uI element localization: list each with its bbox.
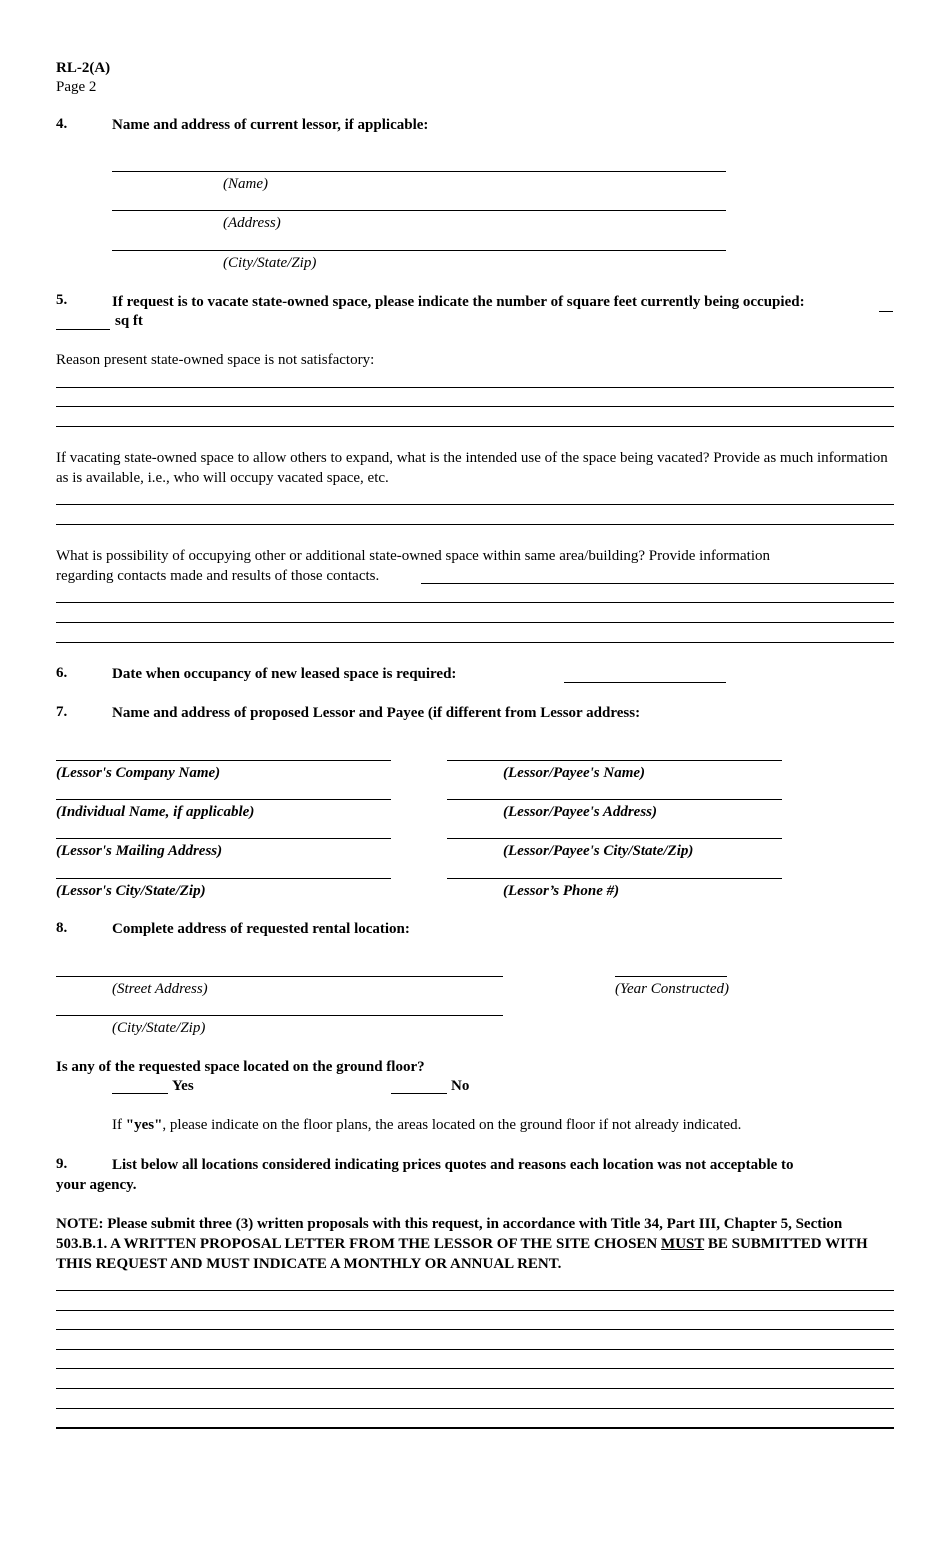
q8-no-label: No <box>451 1078 470 1094</box>
q5-number: 5. <box>56 292 68 308</box>
q7-left-caption: (Lessor's City/State/Zip) <box>56 883 206 899</box>
q8-street-field[interactable] <box>56 976 503 977</box>
q7-lessor-company-field[interactable] <box>56 760 391 761</box>
q8-year-caption: (Year Constructed) <box>615 981 730 997</box>
q9-note-part1: NOTE: Please submit three (3) written proposals with this request, in accordance with Title 34, Part III, Chapter 5, Section 503.B.1. A WRITTEN PROPOSAL LETTER FROM THE LESSOR OF THE SITE CHOSEN <box>56 1216 843 1252</box>
q8-label: Complete address of requested rental location: <box>112 921 410 937</box>
q4-name-caption: (Name) <box>223 176 268 192</box>
q9-entry-line[interactable] <box>56 1290 894 1291</box>
q6-number: 6. <box>56 665 68 681</box>
q8-street-caption: (Street Address) <box>112 981 208 997</box>
q6-date-field[interactable] <box>564 682 726 683</box>
q4-number: 4. <box>56 116 68 132</box>
q7-payee-name-field[interactable] <box>447 760 782 761</box>
q8-if-prefix: If <box>112 1117 126 1133</box>
q5-possibility-line[interactable] <box>421 583 894 584</box>
q4-citystatezip-field[interactable] <box>112 250 726 251</box>
q4-address-caption: (Address) <box>223 215 281 231</box>
q8-if-yes-instruction <box>112 1115 741 1135</box>
q6-label: Date when occupancy of new leased space is required: <box>112 666 457 682</box>
q7-mailing-address-field[interactable] <box>56 838 391 839</box>
q8-if-yes: "yes" <box>125 1117 163 1133</box>
q5-sqft-field[interactable] <box>56 329 110 330</box>
q7-right-caption: (Lessor/Payee's City/State/Zip) <box>503 843 694 859</box>
q5-possibility-line[interactable] <box>56 602 894 603</box>
q5-reason-label: Reason present state-owned space is not satisfactory: <box>56 352 375 368</box>
q7-individual-name-field[interactable] <box>56 799 391 800</box>
q9-entry-line[interactable] <box>56 1408 894 1409</box>
q8-citystatezip-field[interactable] <box>56 1015 503 1016</box>
q8-yes-field[interactable] <box>112 1093 168 1094</box>
q9-entry-line[interactable] <box>56 1329 894 1330</box>
q8-ground-floor-question: Is any of the requested space located on the ground floor? <box>56 1059 425 1075</box>
q7-payee-citystatezip-field[interactable] <box>447 838 782 839</box>
q7-left-caption: (Individual Name, if applicable) <box>56 804 255 820</box>
page-number: Page 2 <box>56 79 97 95</box>
q9-entry-line[interactable] <box>56 1349 894 1350</box>
q5-possibility-label-line2: regarding contacts made and results of those contacts. <box>56 568 380 584</box>
q7-payee-address-field[interactable] <box>447 799 782 800</box>
q7-citystatezip-field[interactable] <box>56 878 391 879</box>
q8-no-field[interactable] <box>391 1093 447 1094</box>
q7-left-caption: (Lessor's Company Name) <box>56 765 221 781</box>
q5-reason-line[interactable] <box>56 387 894 388</box>
q5-possibility-label-line1: What is possibility of occupying other or additional state-owned space within same area/building? Provide information <box>56 548 770 564</box>
q4-citystatezip-caption: (City/State/Zip) <box>223 255 317 271</box>
q4-name-field[interactable] <box>112 171 726 172</box>
q7-right-caption: (Lessor/Payee's Name) <box>503 765 646 781</box>
q5-vacate-line[interactable] <box>56 524 894 525</box>
q7-label: Name and address of proposed Lessor and Payee (if different from Lessor address: <box>112 705 641 721</box>
q5-label: If request is to vacate state-owned space, please indicate the number of square feet currently being occupied: <box>112 294 805 310</box>
q9-entry-line[interactable] <box>56 1368 894 1369</box>
q9-note-part2: BE SUBMITTED WITH THIS REQUEST AND MUST INDICATE A MONTHLY OR ANNUAL RENT. <box>56 1236 868 1272</box>
q8-if-rest: , please indicate on the floor plans, the areas located on the ground floor if not already indicated. <box>162 1117 742 1133</box>
q9-number: 9. <box>56 1156 68 1172</box>
q4-label: Name and address of current lessor, if applicable: <box>112 117 429 133</box>
q8-citystatezip-caption: (City/State/Zip) <box>112 1020 206 1036</box>
q7-phone-field[interactable] <box>447 878 782 879</box>
q5-vacate-line[interactable] <box>56 504 894 505</box>
form-id: RL-2(A) <box>56 60 111 76</box>
q5-unit: sq ft <box>115 313 143 329</box>
q7-number: 7. <box>56 704 68 720</box>
q9-note-must: MUST <box>661 1236 705 1252</box>
q9-label-line1: List below all locations considered indicating prices quotes and reasons each location was not acceptable to <box>112 1157 794 1173</box>
q8-yes-label: Yes <box>172 1078 194 1094</box>
q5-reason-line[interactable] <box>56 426 894 427</box>
q8-number: 8. <box>56 920 68 936</box>
q9-bottom-rule <box>56 1427 894 1429</box>
q5-possibility-line[interactable] <box>56 642 894 643</box>
q9-entry-line[interactable] <box>56 1310 894 1311</box>
q5-reason-line[interactable] <box>56 406 894 407</box>
q8-year-field[interactable] <box>615 976 727 977</box>
q7-right-caption: (Lessor’s Phone #) <box>503 883 620 899</box>
q4-address-field[interactable] <box>112 210 726 211</box>
q9-label-line2: your agency. <box>56 1177 137 1193</box>
q9-note <box>56 1214 892 1274</box>
q5-vacate-label: If vacating state-owned space to allow others to expand, what is the intended use of the space being vacated? Provide as much information as is available, i.e., who will occupy vacated space, etc. <box>56 450 888 486</box>
q7-right-caption: (Lessor/Payee's Address) <box>503 804 657 820</box>
q5-possibility-line[interactable] <box>56 622 894 623</box>
q7-left-caption: (Lessor's Mailing Address) <box>56 843 223 859</box>
q9-entry-line[interactable] <box>56 1388 894 1389</box>
q5-sqft-field-part1[interactable] <box>879 311 893 312</box>
